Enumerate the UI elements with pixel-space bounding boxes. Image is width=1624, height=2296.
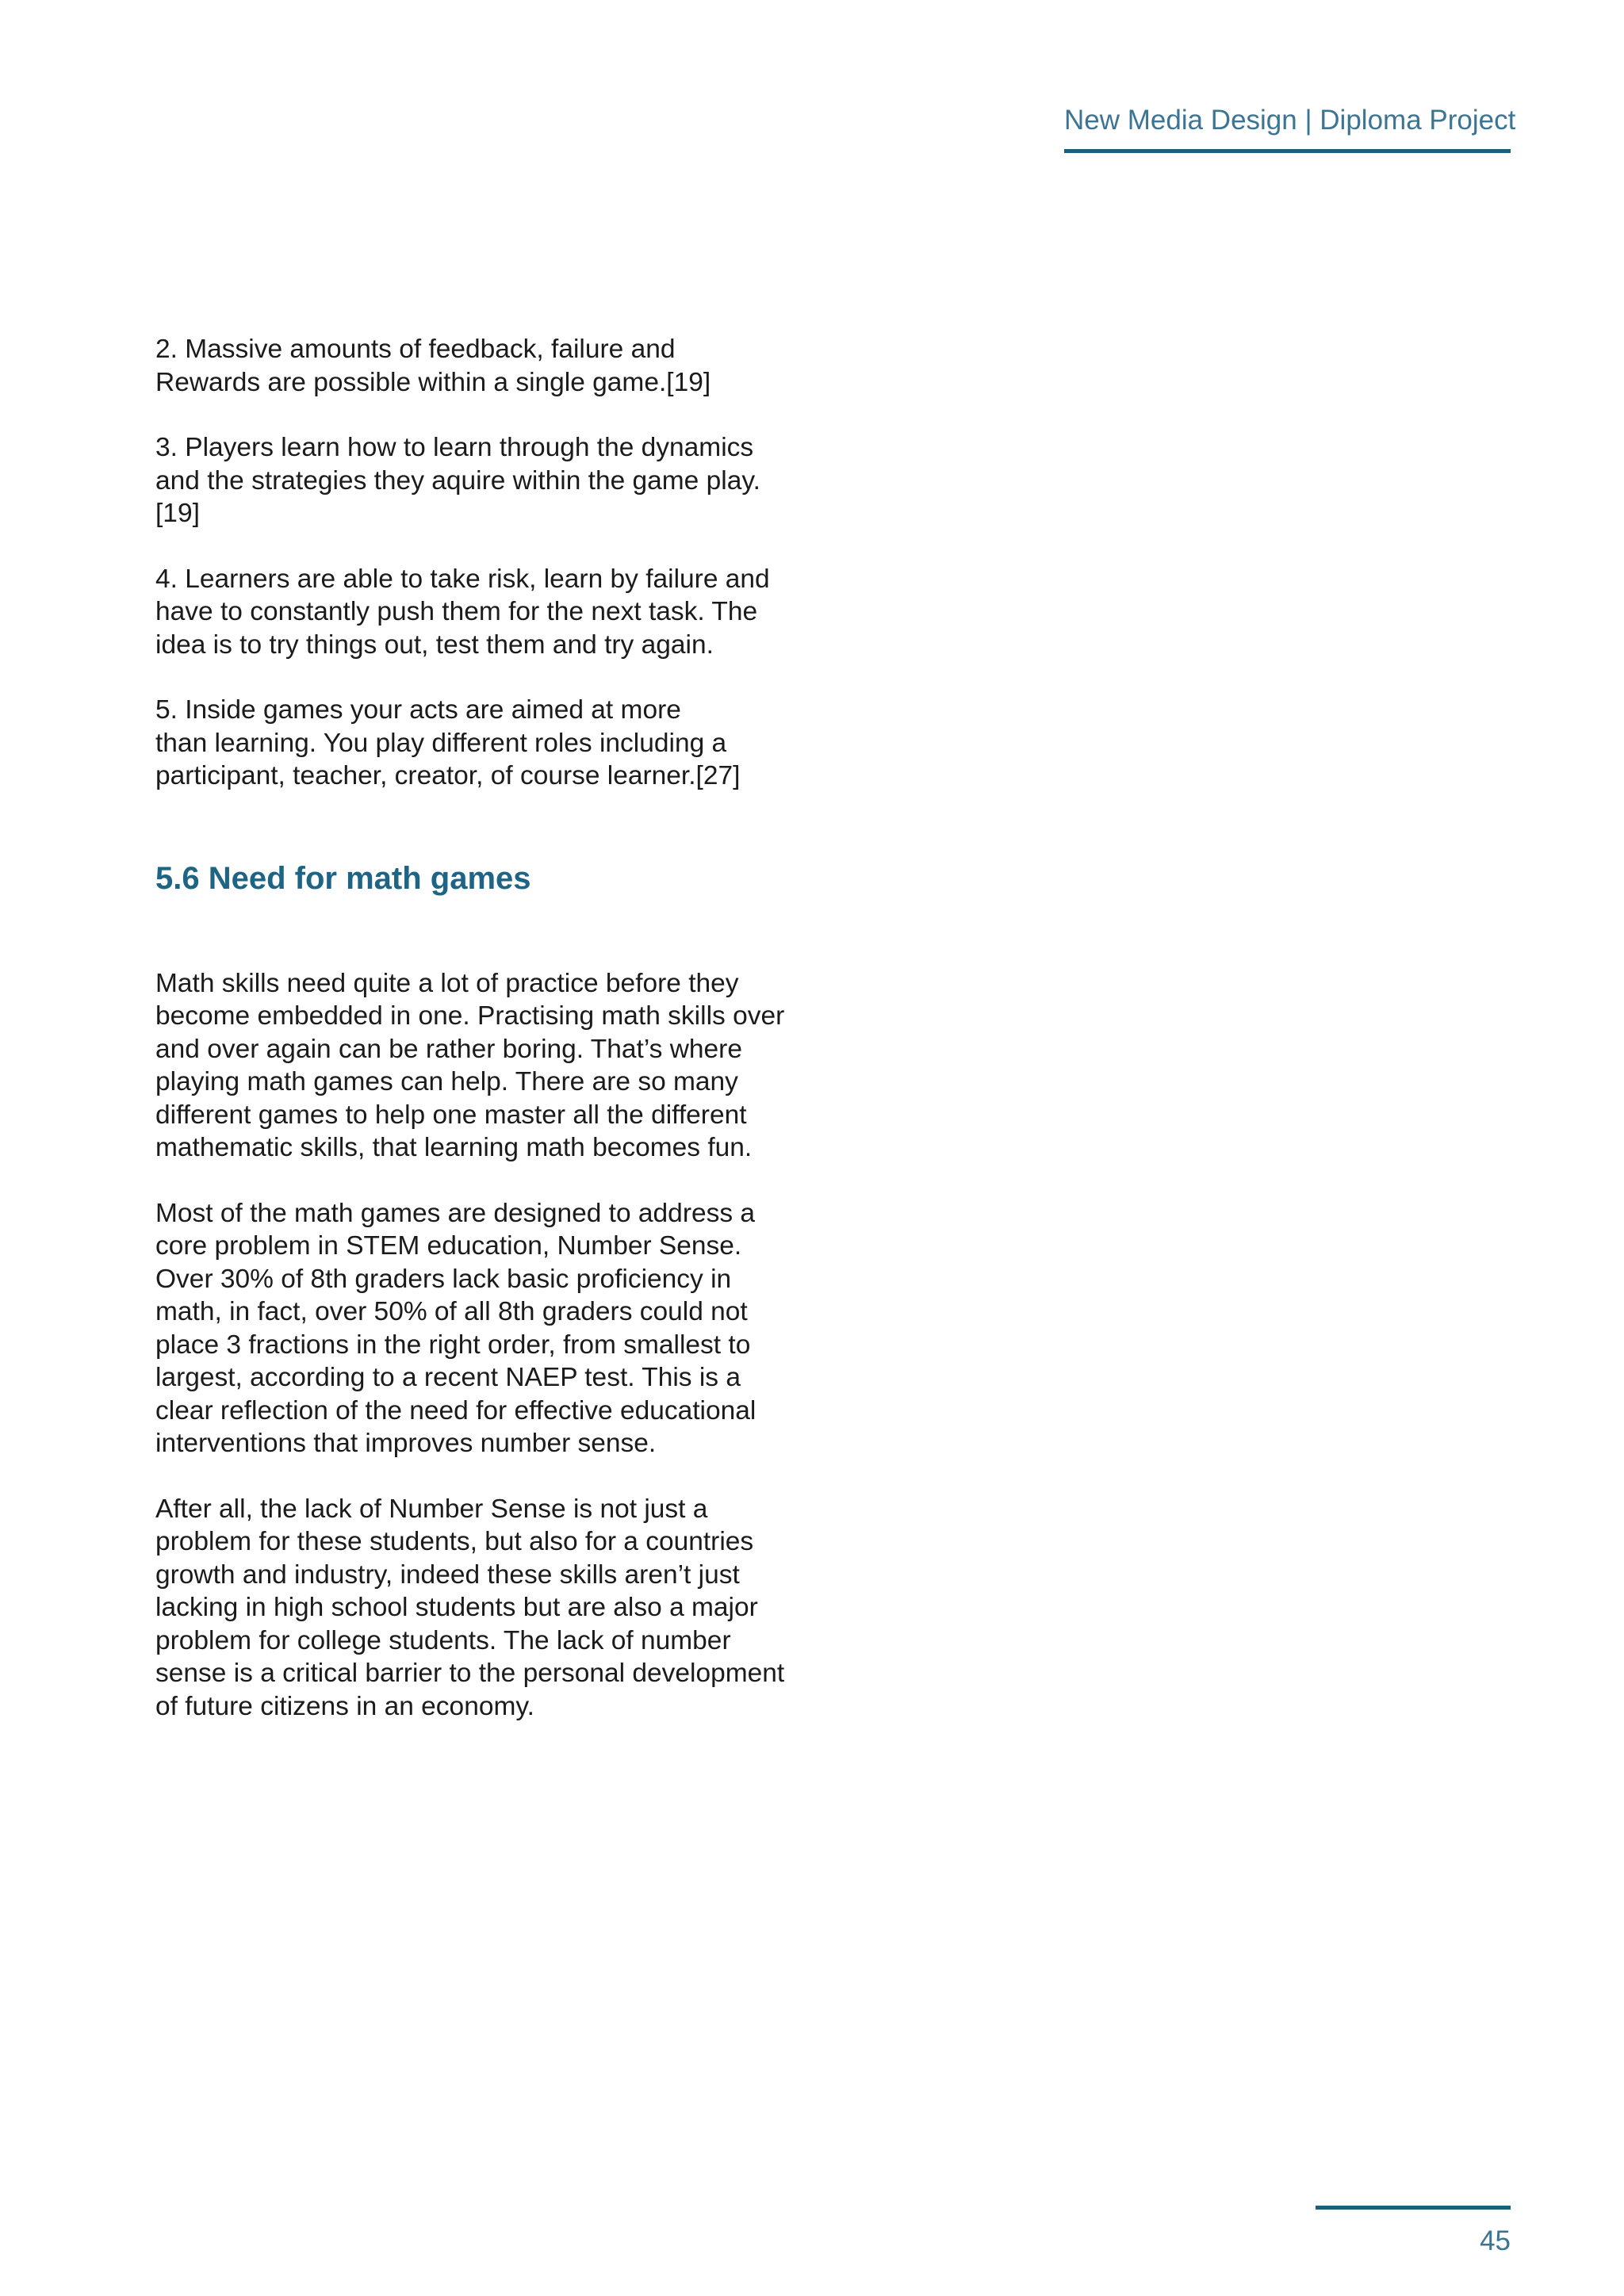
page-number: 45 (1480, 2225, 1511, 2256)
section-paragraph-1: Math skills need quite a lot of practice before they become embedded in one. Practising math skills over and over again can be rather boring. That’s where playing math games can help. There are so many different games to help one master all the different mathematic skills, that learning math becomes fun. (155, 968, 785, 1162)
page-content (155, 333, 822, 1723)
header-rule (1064, 149, 1511, 153)
footer-rule (1316, 2206, 1511, 2210)
section-heading: 5.6 Need for math games (155, 860, 531, 896)
paragraph-gap (155, 530, 822, 563)
section-paragraph-3: After all, the lack of Number Sense is not just a problem for these students, but also for a countries growth and industry, indeed these skills aren’t just lacking in high school students but are also a major problem for college students. The lack of number sense is a critical barrier to the personal development of future citizens in an economy. (155, 1494, 785, 1721)
list-paragraph-4: 4. Learners are able to take risk, learn by failure and have to constantly push them for the next task. The idea is to try things out, test them and try again. (155, 564, 770, 660)
section-gap (155, 793, 822, 859)
page-footer (1316, 2206, 1511, 2257)
header-title: New Media Design | Diploma Project (1064, 105, 1516, 136)
page-header (1064, 101, 1516, 153)
list-paragraph-2: 2. Massive amounts of feedback, failure and Rewards are possible within a single game.[19] (155, 335, 711, 397)
paragraph-gap (155, 1165, 822, 1197)
list-paragraph-3: 3. Players learn how to learn through the dynamics and the strategies they aquire within the game play. [19] (155, 433, 760, 528)
paragraph-gap (155, 1460, 822, 1493)
paragraph-gap (155, 661, 822, 694)
paragraph-gap (155, 399, 822, 431)
section-paragraph-2: Most of the math games are designed to address a core problem in STEM education, Number Sense. Over 30% of 8th graders lack basic proficiency in math, in fact, over 50% of all 8th graders could not place 3 fractions in the right order, from smallest to largest, according to a recent NAEP test. This is a clear reflection of the need for effective educational interventions that improves number sense. (155, 1198, 756, 1458)
list-paragraph-5: 5. Inside games your acts are aimed at more than learning. You play different roles including a participant, teacher, creator, of course learner.[27] (155, 695, 741, 790)
heading-gap (155, 897, 822, 967)
